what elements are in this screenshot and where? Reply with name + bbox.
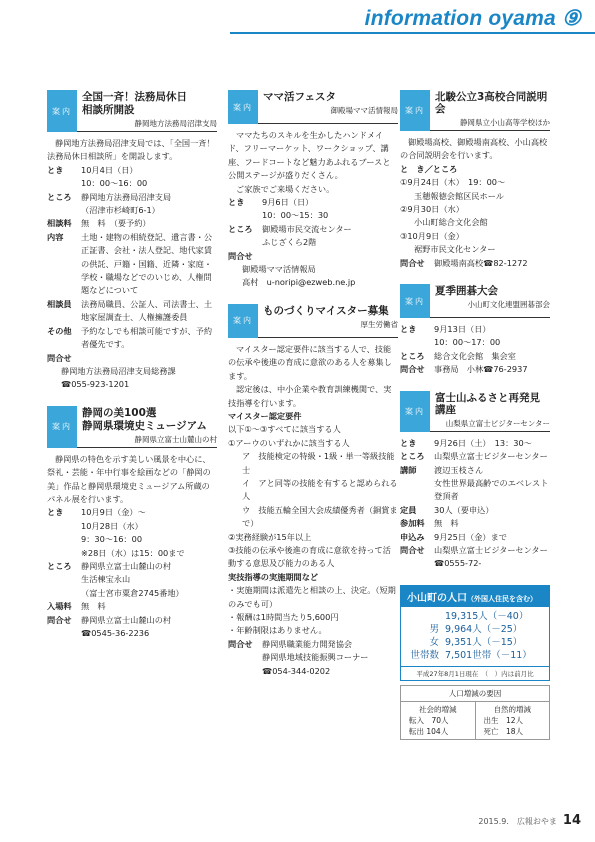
requirement-1: ①アーウのいずれかに該当する人	[228, 437, 350, 448]
female-value: 9,351人（－15）	[445, 636, 523, 648]
population-change-box	[400, 685, 550, 740]
article-header	[228, 90, 398, 124]
article-organizer: 山梨県立富士ビジターセンター	[445, 418, 550, 428]
contact-label: 問合せ	[228, 250, 253, 261]
info-tag: 案内	[400, 391, 430, 432]
row-value: 土地・建物の相続登記、遺言書・公正証書、会社・法人登記、地代家賃の供託、戸籍・国籍、近隣・家庭・学校・職場などでのいじめ、人権問題などについて	[81, 231, 213, 296]
intro-text: ママたちのスキルを生かしたハンドメイド、フリーマーケット、ワークショップ、講座、フードコートなど魅力あふれるブースと公開ステージが盛りだくさん。	[228, 130, 391, 181]
row-label: その他	[47, 325, 72, 336]
moved-out: 転出 104人	[409, 726, 449, 736]
row-value: 静岡地方法務局沼津支局 （沼津市杉崎町6-1）	[81, 191, 172, 216]
row-value: 無 料	[81, 601, 106, 612]
intro-text-2: 認定後は、中小企業や教育訓練機関で、実技指導を行います。	[228, 384, 392, 408]
article-title: 北駿公立3高校合同説明会	[435, 91, 548, 115]
intro-text: 御殿場高校、御殿場南高校、小山高校の合同説明会を行います。	[400, 137, 548, 161]
column-2	[228, 90, 398, 692]
male-label: 男	[429, 623, 439, 635]
article-body	[47, 137, 217, 392]
footer-text: 2015.9. 広報おやま	[478, 817, 557, 826]
info-tag: 案内	[228, 304, 258, 338]
schedule-3-date: ③10月9日（金）	[400, 230, 464, 241]
moved-in: 転入 70人	[409, 715, 449, 725]
contact-name: 御殿場ママ活情報局	[242, 264, 316, 275]
header-rule	[230, 32, 595, 34]
row-label: 申込み	[400, 531, 425, 542]
article-body	[228, 129, 398, 290]
article-organizer: 静岡地方法務局沼津支局	[134, 119, 217, 128]
title-block	[77, 90, 217, 132]
info-row	[400, 517, 550, 530]
info-row	[47, 560, 217, 600]
article-title: 富士山ふるさと再発見講座	[435, 391, 540, 416]
requirement-2: ②実務経験が15年以上	[228, 531, 312, 542]
population-title	[401, 586, 549, 607]
row-label: ところ	[400, 451, 425, 462]
row-value: 10月4日（日） 10：00～16：00	[81, 164, 148, 189]
schedule-3-place: 裾野市民文化センター	[414, 244, 496, 255]
intro-text: 静岡県の特色を示す美しい風景を中心に、祭礼・芸能・年中行事を絵画などの「静岡の美」作品と静岡県環境史ミュージアム所蔵のパネル展を行います。	[47, 453, 211, 504]
intro-text-2: ご家族でご来場ください。	[236, 183, 335, 194]
population-box	[400, 585, 550, 681]
schedule-2-date: ②9月30日（水）	[400, 204, 464, 215]
article-body	[400, 323, 550, 377]
info-row	[47, 231, 217, 298]
requirement-1i: イ アと同等の技能を有すると認められる人	[242, 477, 398, 502]
population-households	[401, 649, 549, 662]
intro-text: マイスター認定要件に該当する人で、技能の伝承や後進の育成に意欲のある人を募集します。	[228, 343, 392, 381]
row-label: とき	[47, 507, 64, 518]
column-1	[47, 90, 217, 654]
article-organizer: 小山町文化連盟囲碁部会	[467, 300, 550, 310]
article-header	[228, 304, 398, 338]
contact-label: 問合せ	[400, 257, 425, 268]
article-title: 夏季囲碁大会	[435, 285, 498, 298]
period-item-3: ・年齢制限はありません。	[228, 625, 327, 636]
article-title: ママ活フェスタ	[263, 91, 336, 103]
contact-email: 高村 u-noripi@ezweb.ne.jp	[242, 277, 356, 288]
female-label: 女	[429, 636, 439, 648]
info-row	[47, 600, 217, 613]
article-header	[400, 391, 550, 432]
article-fuji-lecture	[400, 391, 557, 571]
row-label: ところ	[400, 350, 425, 361]
change-grid	[401, 702, 549, 739]
households-value: 7,501世帯（－11）	[445, 649, 532, 661]
title-block	[430, 90, 550, 131]
row-value: 9月6日（日） 10：00～15：30	[262, 197, 329, 221]
info-row	[47, 325, 217, 352]
article-organizer: 御殿場ママ活情報局	[330, 106, 398, 115]
requirement-1a: ア 技能検定の特級・1級・単一等級技能士	[242, 451, 395, 475]
births: 出生 12人	[483, 715, 524, 725]
info-row	[400, 450, 550, 463]
row-value: 静岡県立富士山麓山の村 ☎0545-36-2236	[81, 614, 172, 638]
info-row	[400, 437, 550, 450]
page-header	[230, 0, 595, 36]
title-block	[430, 391, 550, 432]
row-label: 講師	[400, 464, 417, 475]
title-block	[258, 304, 398, 338]
info-row	[400, 350, 550, 363]
row-value: 予約なしでも相談可能ですが、予約者優先です。	[81, 325, 213, 350]
info-row	[400, 363, 550, 376]
row-value: 山梨県立富士ビジターセンター ☎0555-72-	[434, 544, 557, 569]
info-row	[47, 298, 217, 325]
row-value: 無 料	[434, 518, 459, 529]
row-value: 総合文化会館 集会室	[434, 350, 516, 361]
population-male	[401, 623, 549, 636]
period-item-2: ・報酬は1時間当たり5,600円	[228, 612, 339, 622]
info-row	[47, 164, 217, 191]
info-tag: 案内	[47, 90, 77, 132]
article-organizer: 厚生労働省	[360, 319, 398, 329]
info-row	[400, 504, 550, 517]
row-value: 事務局 小林☎76-2937	[434, 364, 528, 375]
article-school-briefing	[400, 90, 550, 270]
article-mama-festa	[228, 90, 398, 290]
article-go-tournament	[400, 284, 550, 377]
schedule-1-place: 玉穂報徳会館区民ホール	[414, 190, 504, 201]
info-row	[47, 217, 217, 230]
row-value: 9月13日（日） 10：00～17：00	[434, 324, 501, 348]
total-value: 19,315人（－40）	[445, 610, 529, 622]
article-organizer: 静岡県立富士山麓山の村	[134, 434, 217, 444]
row-label: とき	[400, 324, 417, 335]
article-body	[400, 437, 557, 571]
article-shizuoka-beauty	[47, 406, 217, 641]
row-label: とき	[228, 197, 245, 208]
contact-label: 問合せ	[47, 352, 72, 363]
contact-name: 静岡地方法務局沼津支局総務課	[61, 365, 176, 376]
article-body	[47, 453, 217, 641]
article-title-line2: 静岡県環境史ミュージアム	[82, 419, 207, 432]
info-row	[400, 323, 550, 350]
row-label: 参加料	[400, 518, 425, 529]
schedule-2-place: 小山町総合文化会館	[414, 217, 488, 228]
row-label: 相談料	[47, 218, 72, 229]
contact-phone: ☎055-923-1201	[61, 379, 130, 390]
population-total	[401, 610, 549, 623]
article-header	[400, 284, 550, 318]
row-label: 問合せ	[400, 544, 425, 555]
info-row	[47, 191, 217, 218]
row-label: とき	[400, 437, 417, 448]
row-label: 問合せ	[47, 614, 72, 625]
article-meister	[228, 304, 398, 678]
row-label: ところ	[47, 191, 72, 202]
info-tag: 案内	[228, 90, 258, 124]
info-tag: 案内	[400, 284, 430, 318]
info-tag: 案内	[47, 406, 77, 448]
info-row	[400, 464, 550, 504]
row-value: 無 料 （要予約）	[81, 218, 151, 229]
intro-text: 静岡地方法務局沼津支局では、「全国一斉！法務局休日相談所」を開設します。	[47, 138, 215, 162]
info-row	[228, 638, 398, 678]
row-value: 9月26日（土） 13：30～	[434, 437, 532, 448]
info-row	[400, 544, 557, 571]
article-title: 静岡の美100選	[82, 406, 157, 419]
article-legal-consultation	[47, 90, 217, 392]
info-row	[228, 196, 398, 223]
row-label: ところ	[228, 223, 253, 234]
row-label: 相談員	[47, 298, 72, 309]
row-value: 渡辺玉枝さん 女性世界最高齢でのエベレスト登頂者	[434, 464, 549, 502]
row-value: 山梨県立富士ビジターセンター	[434, 451, 548, 462]
natural-change	[475, 702, 550, 739]
row-label: 内容	[47, 231, 64, 242]
natural-title: 自然的増減	[493, 704, 531, 714]
info-row	[47, 506, 217, 560]
row-value: 30人（要申込）	[434, 504, 494, 515]
article-title: 全国一斉！法務局休日	[82, 91, 187, 103]
row-value: 9月25日（金）まで	[434, 531, 507, 542]
requirement-3: ③技能の伝承や後進の育成に意欲を持って活動する意思及び能力のある人	[228, 544, 391, 569]
title-block	[430, 284, 550, 318]
population-female	[401, 636, 549, 649]
article-header	[400, 90, 550, 131]
change-title: 人口増減の要因	[401, 686, 549, 702]
page-footer	[478, 813, 581, 828]
population-title-text: 小山町の人口	[407, 592, 467, 604]
row-label: 定員	[400, 504, 417, 515]
deaths: 死亡 18人	[483, 726, 524, 736]
schedule-title: と き／ところ	[400, 163, 458, 174]
info-row	[400, 257, 550, 270]
requirements-title: マイスター認定要件	[228, 410, 302, 421]
social-change	[401, 702, 475, 739]
article-header	[47, 90, 217, 132]
info-row	[47, 614, 217, 641]
article-body	[228, 343, 398, 678]
info-row	[400, 531, 550, 544]
title-block	[258, 90, 398, 124]
period-item-1: ・実施期間は派遣先と相談の上、決定。（短期のみでも可）	[228, 585, 396, 609]
info-row	[228, 223, 398, 250]
row-value: 静岡県立富士山麓山の村 生活棟宝永山 （富士宮市粟倉2745番地）	[81, 560, 184, 598]
header-title: information oyama ⑨	[364, 7, 581, 30]
column-3	[400, 90, 557, 740]
row-label: 問合せ	[400, 364, 425, 375]
article-title-line2: 相談所開設	[82, 104, 135, 116]
article-header	[47, 406, 217, 448]
population-note: 平成27年8月1日現在 （ ）内は前月比	[401, 666, 549, 680]
social-title: 社会的増減	[419, 704, 457, 714]
page-number: 14	[562, 813, 581, 828]
contact-label: 問合せ	[228, 638, 253, 649]
households-label: 世帯数	[410, 649, 439, 661]
contact-value: 静岡県職業能力開発協会 静岡県地域技能振興コーナー ☎054-344-0202	[262, 638, 369, 676]
requirement-1u: ウ 技能五輪全国大会成績優秀者（銅賞まで）	[242, 504, 398, 529]
row-label: ところ	[47, 560, 72, 571]
contact-value: 御殿場南高校☎82-1272	[434, 257, 528, 268]
row-label: とき	[47, 164, 64, 175]
schedule-1-date: ①9月24日（木） 19：00～	[400, 177, 506, 188]
period-title: 実技指導の実施期間など	[228, 571, 319, 582]
population-rows	[401, 607, 549, 666]
row-label: 入場料	[47, 601, 72, 612]
article-title: ものづくりマイスター募集	[263, 304, 389, 317]
title-block	[77, 406, 217, 448]
article-body	[400, 136, 550, 270]
article-organizer: 静岡県立小山高等学校ほか	[460, 118, 550, 127]
row-value: 法務局職員、公証人、司法書士、土地家屋調査士、人権擁護委員	[81, 298, 213, 323]
male-value: 9,964人（－25）	[445, 623, 523, 635]
requirements-intro: 以下①～③すべてに該当する人	[228, 424, 341, 435]
row-value: 10月9日（金）～ 10月28日（水） 9：30～16：00 ※28日（水）は15：00まで	[81, 507, 185, 558]
row-value: 御殿場市民交流センター ふじざくら2階	[262, 223, 352, 248]
info-tag: 案内	[400, 90, 430, 131]
population-title-note: （外国人住民を含む）	[467, 594, 537, 603]
